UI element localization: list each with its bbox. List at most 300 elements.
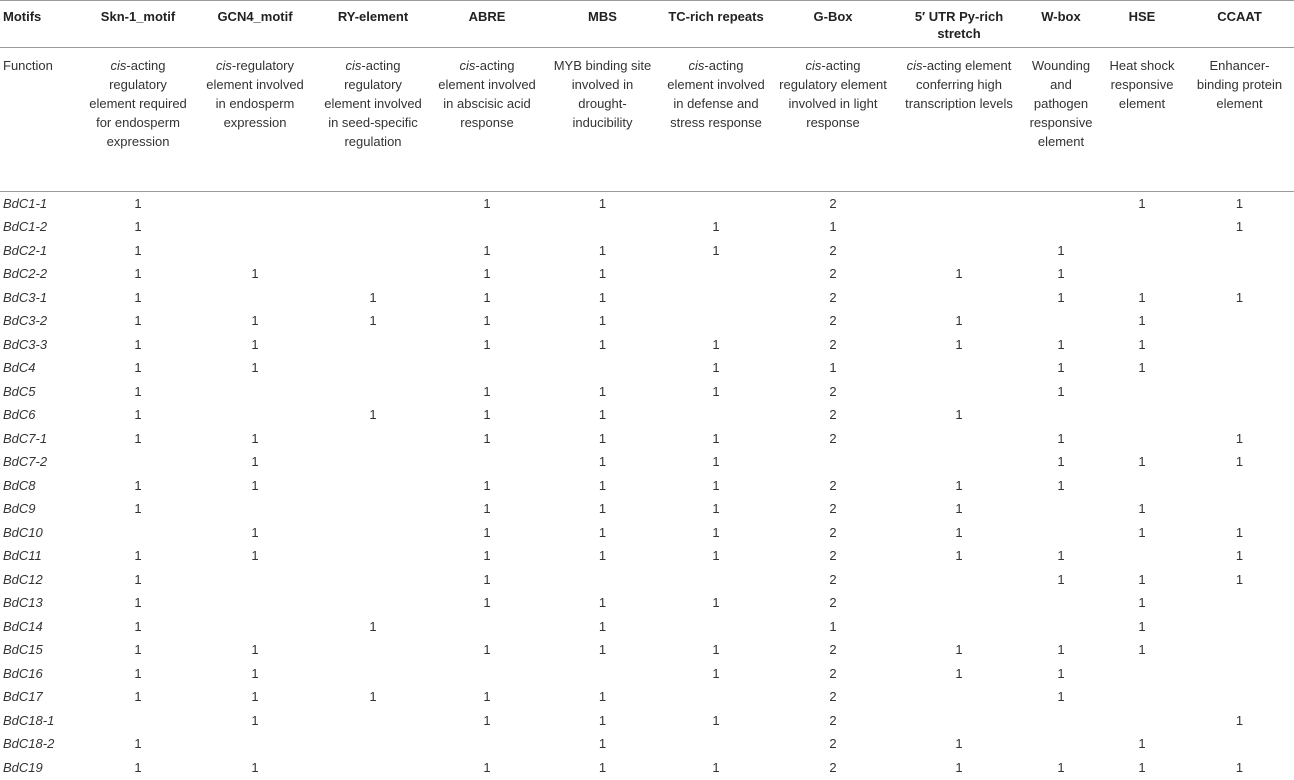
- motif-count-cell: 1: [598, 383, 607, 399]
- motif-count-cell: [1023, 309, 1099, 333]
- motif-count-cell: 1: [134, 665, 142, 681]
- motif-count-cell: 1: [598, 266, 607, 282]
- motif-count-cell: 1: [483, 524, 491, 540]
- motif-count-cell: [194, 239, 316, 263]
- motif-count-cell: 1: [1138, 759, 1146, 775]
- motif-count-cell: 1: [251, 712, 259, 728]
- motif-count-cell: 1: [483, 336, 491, 352]
- motif-count-cell: [1185, 239, 1294, 263]
- motif-count-cell: [895, 591, 1023, 615]
- motif-count-cell: 1: [1235, 759, 1244, 775]
- motif-count-cell: [544, 356, 661, 380]
- gene-name: BdC3-3: [3, 336, 48, 352]
- motif-count-cell: 2: [829, 571, 837, 587]
- motif-count-cell: [316, 591, 430, 615]
- motif-count-cell: 1: [251, 313, 259, 329]
- function-prefix: cis: [459, 58, 476, 73]
- motif-count-cell: [316, 239, 430, 263]
- table-row: [0, 192, 1294, 216]
- motif-count-cell: [1185, 309, 1294, 333]
- motif-count-cell: 2: [829, 289, 837, 305]
- motif-count-cell: 1: [712, 242, 720, 258]
- motif-count-cell: 1: [134, 289, 142, 305]
- motif-count-cell: 1: [1138, 501, 1146, 517]
- motif-count-cell: 2: [829, 313, 837, 329]
- motif-count-cell: 1: [1138, 289, 1146, 305]
- table-row: [0, 685, 1294, 709]
- function-text: -acting element involved in defense and stress response: [667, 58, 765, 130]
- motif-count-cell: [316, 497, 430, 521]
- gene-name: BdC3-1: [3, 289, 48, 305]
- motif-count-cell: 2: [829, 336, 837, 352]
- gene-name: BdC10: [3, 524, 43, 540]
- motif-count-cell: 1: [483, 595, 491, 611]
- motif-count-cell: [1099, 215, 1185, 239]
- motif-count-cell: [1185, 662, 1294, 686]
- motif-count-cell: 1: [598, 196, 607, 211]
- motif-count-cell: [194, 497, 316, 521]
- gene-name: BdC13: [3, 595, 43, 611]
- motif-count-cell: [194, 732, 316, 756]
- motif-count-cell: [1185, 403, 1294, 427]
- motif-count-cell: [1185, 685, 1294, 709]
- motif-count-cell: 1: [955, 642, 963, 658]
- motif-count-cell: 1: [1235, 571, 1244, 587]
- function-cell: [544, 48, 661, 192]
- function-text: -acting element conferring high transcription levels: [905, 58, 1013, 111]
- gene-name: BdC4: [3, 360, 36, 376]
- motif-count-cell: [895, 215, 1023, 239]
- gene-name: BdC18-2: [3, 736, 55, 752]
- motif-count-cell: 1: [1235, 524, 1244, 540]
- motif-count-cell: [895, 615, 1023, 639]
- motif-count-cell: 1: [598, 524, 607, 540]
- motif-count-cell: 1: [483, 266, 491, 282]
- motif-count-cell: 1: [598, 313, 607, 329]
- motif-count-cell: 1: [1235, 196, 1244, 211]
- motif-count-cell: 1: [712, 501, 720, 517]
- function-text: Heat shock responsive element: [1109, 58, 1175, 111]
- motif-count-cell: 1: [369, 618, 377, 634]
- motif-count-cell: [661, 685, 771, 709]
- motif-count-cell: [661, 262, 771, 286]
- motif-count-cell: [430, 615, 544, 639]
- motif-count-cell: 1: [251, 665, 259, 681]
- motif-count-cell: [1023, 732, 1099, 756]
- gene-name: BdC3-2: [3, 313, 48, 329]
- function-text: MYB binding site involved in drought-inducibility: [553, 58, 652, 130]
- motif-count-cell: 1: [955, 665, 963, 681]
- motif-count-cell: 1: [251, 454, 259, 470]
- motif-count-cell: 1: [1138, 313, 1146, 329]
- motif-count-cell: 1: [134, 689, 142, 705]
- motif-count-cell: [1023, 709, 1099, 733]
- motif-count-cell: [194, 380, 316, 404]
- motif-count-cell: 1: [134, 736, 142, 752]
- motif-count-cell: 1: [598, 618, 607, 634]
- motif-count-cell: [895, 192, 1023, 216]
- motif-count-cell: 1: [483, 313, 491, 329]
- motif-count-cell: [1099, 262, 1185, 286]
- function-cell: [1099, 48, 1185, 192]
- header-motif: TC-rich repeats: [661, 1, 771, 48]
- table-row: [0, 497, 1294, 521]
- motif-count-cell: 1: [483, 196, 491, 211]
- function-text: -acting element involved in abscisic acid response: [438, 58, 536, 130]
- motif-count-cell: 1: [598, 712, 607, 728]
- motif-count-cell: 2: [829, 196, 837, 211]
- header-motif: W-box: [1023, 1, 1099, 48]
- motif-count-cell: [1023, 615, 1099, 639]
- motif-count-cell: [1023, 497, 1099, 521]
- motif-count-cell: 1: [1235, 712, 1244, 728]
- motif-count-cell: 1: [1057, 642, 1065, 658]
- motif-count-cell: 1: [1057, 289, 1065, 305]
- gene-name: BdC19: [3, 759, 43, 775]
- table-row: [0, 309, 1294, 333]
- motif-count-cell: 1: [134, 360, 142, 376]
- table-row: [0, 709, 1294, 733]
- motif-count-cell: 1: [134, 266, 142, 282]
- motif-count-cell: 1: [1057, 336, 1065, 352]
- function-cell: [316, 48, 430, 192]
- motif-count-cell: 1: [134, 477, 142, 493]
- motif-count-cell: 2: [829, 407, 837, 423]
- motif-count-cell: 1: [712, 219, 720, 235]
- motif-count-cell: 1: [712, 524, 720, 540]
- motif-count-cell: [316, 568, 430, 592]
- motif-count-cell: [194, 286, 316, 310]
- motif-count-cell: 1: [598, 689, 607, 705]
- table-row: [0, 450, 1294, 474]
- table-row: [0, 427, 1294, 451]
- motif-count-cell: 1: [483, 759, 491, 775]
- motif-count-cell: 1: [598, 407, 607, 423]
- motif-count-cell: [316, 638, 430, 662]
- motif-count-cell: 2: [829, 736, 837, 752]
- gene-name: BdC17: [3, 689, 43, 705]
- motif-count-cell: [82, 521, 194, 545]
- motif-count-cell: 1: [134, 501, 142, 517]
- gene-name: BdC9: [3, 501, 36, 517]
- motif-count-cell: [430, 732, 544, 756]
- motif-count-cell: [194, 568, 316, 592]
- motif-count-cell: 1: [1057, 665, 1065, 681]
- motif-count-cell: 1: [1057, 266, 1065, 282]
- motif-count-cell: 1: [598, 759, 607, 775]
- motif-count-cell: [194, 615, 316, 639]
- motif-count-cell: 1: [829, 618, 837, 634]
- motif-count-cell: 2: [829, 712, 837, 728]
- motif-count-cell: 1: [483, 689, 491, 705]
- motif-count-cell: [895, 380, 1023, 404]
- motif-count-cell: 1: [598, 336, 607, 352]
- motif-count-cell: 1: [134, 219, 142, 235]
- motif-count-cell: [544, 568, 661, 592]
- header-motif: 5′ UTR Py-rich stretch: [895, 1, 1023, 48]
- table-row: [0, 286, 1294, 310]
- table-row: [0, 239, 1294, 263]
- motif-count-cell: 1: [134, 571, 142, 587]
- table-row: [0, 568, 1294, 592]
- table-row: [0, 756, 1294, 780]
- motif-count-cell: 1: [251, 689, 259, 705]
- motif-count-cell: 1: [134, 196, 142, 211]
- motif-count-cell: 1: [251, 524, 259, 540]
- motif-count-cell: 1: [1138, 618, 1146, 634]
- function-row: [0, 48, 1294, 192]
- motif-count-cell: 1: [1138, 360, 1146, 376]
- motif-count-cell: [1023, 403, 1099, 427]
- motif-count-cell: 1: [1057, 689, 1065, 705]
- function-label: Function: [0, 48, 82, 192]
- motif-count-cell: [316, 192, 430, 216]
- motif-count-cell: 2: [829, 266, 837, 282]
- motif-count-cell: 1: [712, 642, 720, 658]
- motif-count-cell: [316, 709, 430, 733]
- motif-count-cell: [661, 403, 771, 427]
- header-motif: RY-element: [316, 1, 430, 48]
- motif-count-cell: 1: [955, 266, 963, 282]
- function-cell: [430, 48, 544, 192]
- motif-count-cell: [771, 450, 895, 474]
- motif-count-cell: [430, 450, 544, 474]
- motif-count-cell: 1: [1057, 383, 1065, 399]
- motif-count-cell: 1: [598, 454, 607, 470]
- motif-count-cell: 1: [955, 759, 963, 775]
- gene-name: BdC2-1: [3, 242, 48, 258]
- motif-count-cell: 1: [712, 336, 720, 352]
- motif-count-cell: 1: [134, 313, 142, 329]
- motif-count-cell: 1: [483, 242, 491, 258]
- motif-count-cell: [895, 286, 1023, 310]
- motif-count-cell: 1: [829, 219, 837, 235]
- motif-count-cell: [1099, 662, 1185, 686]
- motif-count-cell: 1: [369, 689, 377, 705]
- motif-count-cell: 1: [134, 383, 142, 399]
- motif-count-cell: [1099, 403, 1185, 427]
- header-row: [0, 1, 1294, 48]
- motif-count-cell: 1: [134, 642, 142, 658]
- motif-count-cell: 1: [598, 501, 607, 517]
- function-prefix: cis: [345, 58, 362, 73]
- motif-count-cell: 1: [251, 266, 259, 282]
- table-row: [0, 333, 1294, 357]
- motif-count-cell: [1099, 474, 1185, 498]
- motif-count-cell: [544, 215, 661, 239]
- motif-count-cell: [1099, 685, 1185, 709]
- function-prefix: cis: [215, 58, 232, 73]
- motif-count-cell: [1185, 333, 1294, 357]
- function-text: -acting regulatory element involved in light response: [779, 58, 887, 130]
- motif-count-cell: 1: [483, 501, 491, 517]
- motif-count-cell: 1: [1057, 759, 1065, 775]
- motif-count-cell: [316, 521, 430, 545]
- motif-count-cell: 1: [1138, 571, 1146, 587]
- motif-count-cell: 1: [1057, 454, 1065, 470]
- motif-count-cell: [82, 450, 194, 474]
- motif-count-cell: [1185, 732, 1294, 756]
- motif-count-cell: [661, 568, 771, 592]
- function-cell: [82, 48, 194, 192]
- motif-count-cell: 1: [712, 477, 720, 493]
- motif-count-cell: [316, 544, 430, 568]
- gene-name: BdC8: [3, 477, 36, 493]
- motif-count-cell: 1: [1138, 642, 1146, 658]
- motif-count-cell: [1023, 215, 1099, 239]
- table-row: [0, 356, 1294, 380]
- motif-count-cell: 1: [712, 383, 720, 399]
- motif-count-cell: 1: [134, 548, 142, 564]
- header-motif: G-Box: [771, 1, 895, 48]
- function-cell: [1185, 48, 1294, 192]
- motif-count-cell: 1: [1138, 595, 1146, 611]
- motif-count-cell: 1: [598, 477, 607, 493]
- table-row: [0, 591, 1294, 615]
- motif-count-cell: [661, 615, 771, 639]
- table-row: [0, 544, 1294, 568]
- gene-name: BdC7-2: [3, 454, 48, 470]
- function-text: Wounding and pathogen responsive element: [1029, 58, 1093, 149]
- function-cell: [194, 48, 316, 192]
- motif-count-cell: [1185, 356, 1294, 380]
- motif-count-cell: [1099, 239, 1185, 263]
- motif-count-cell: [430, 662, 544, 686]
- gene-name: BdC7-1: [3, 430, 48, 446]
- motif-count-cell: 1: [483, 642, 491, 658]
- motif-count-cell: 1: [1235, 219, 1244, 235]
- function-text: -acting regulatory element required for endosperm expression: [89, 58, 187, 149]
- motif-count-cell: [1099, 709, 1185, 733]
- motif-count-cell: 1: [955, 736, 963, 752]
- motif-count-cell: 1: [598, 736, 607, 752]
- motif-count-cell: 1: [955, 407, 963, 423]
- header-motif: Skn-1_motif: [82, 1, 194, 48]
- motif-count-cell: [1185, 380, 1294, 404]
- motif-count-cell: [1099, 544, 1185, 568]
- motif-count-cell: 2: [829, 548, 837, 564]
- motif-count-cell: 1: [134, 759, 142, 775]
- gene-name: BdC1-2: [3, 219, 48, 235]
- function-cell: [771, 48, 895, 192]
- table-row: [0, 521, 1294, 545]
- function-cell: [1023, 48, 1099, 192]
- motif-count-cell: 1: [712, 712, 720, 728]
- motif-count-cell: 1: [251, 336, 259, 352]
- motif-count-cell: 1: [483, 477, 491, 493]
- motif-count-cell: 1: [712, 360, 720, 376]
- gene-name: BdC15: [3, 642, 43, 658]
- motif-count-cell: [194, 403, 316, 427]
- motif-count-cell: 1: [251, 477, 259, 493]
- motif-count-cell: 1: [955, 501, 963, 517]
- motif-count-cell: [895, 356, 1023, 380]
- function-text: Enhancer-binding protein element: [1196, 58, 1283, 111]
- motif-count-cell: 1: [955, 477, 963, 493]
- motif-count-cell: 2: [829, 383, 837, 399]
- motif-count-cell: 1: [1057, 430, 1065, 446]
- function-cell: [895, 48, 1023, 192]
- motif-count-cell: 1: [955, 548, 963, 564]
- motif-count-cell: 1: [483, 548, 491, 564]
- motif-count-cell: 1: [598, 242, 607, 258]
- function-prefix: cis: [906, 58, 923, 73]
- function-prefix: cis: [805, 58, 822, 73]
- motif-count-cell: [1023, 192, 1099, 216]
- motif-count-cell: 1: [483, 289, 491, 305]
- table-row: [0, 474, 1294, 498]
- motif-count-cell: 1: [483, 407, 491, 423]
- motif-count-cell: 1: [134, 595, 142, 611]
- motif-count-cell: 1: [1138, 454, 1146, 470]
- gene-name: BdC16: [3, 665, 43, 681]
- motif-count-cell: 1: [712, 759, 720, 775]
- motif-count-cell: 1: [134, 242, 142, 258]
- motif-count-cell: 1: [1057, 360, 1065, 376]
- table-row: [0, 662, 1294, 686]
- motif-count-cell: 1: [134, 430, 142, 446]
- header-motif: CCAAT: [1185, 1, 1294, 48]
- header-motif: GCN4_motif: [194, 1, 316, 48]
- gene-name: BdC12: [3, 571, 43, 587]
- motif-count-cell: 2: [829, 689, 837, 705]
- motif-count-cell: [316, 380, 430, 404]
- motif-count-cell: 1: [1138, 336, 1146, 352]
- motif-count-cell: [194, 215, 316, 239]
- header-motif: MBS: [544, 1, 661, 48]
- motif-count-cell: [661, 192, 771, 216]
- motif-count-cell: [316, 756, 430, 780]
- motif-count-cell: [194, 192, 316, 216]
- motif-count-cell: 1: [134, 336, 142, 352]
- motif-count-cell: 1: [1138, 196, 1146, 211]
- motif-count-cell: 1: [483, 571, 491, 587]
- motif-count-cell: 1: [251, 548, 259, 564]
- motif-count-cell: 2: [829, 665, 837, 681]
- motif-count-cell: [895, 685, 1023, 709]
- motif-count-cell: 2: [829, 595, 837, 611]
- motif-count-cell: 1: [712, 595, 720, 611]
- motif-count-cell: [316, 215, 430, 239]
- motif-count-cell: 1: [1235, 430, 1244, 446]
- motif-count-cell: [1185, 474, 1294, 498]
- gene-name: BdC14: [3, 618, 43, 634]
- motif-count-cell: [316, 333, 430, 357]
- motif-count-cell: 1: [251, 642, 259, 658]
- table-row: [0, 638, 1294, 662]
- header-motif: ABRE: [430, 1, 544, 48]
- motif-count-cell: [316, 450, 430, 474]
- motif-count-cell: 2: [829, 524, 837, 540]
- motif-count-cell: [661, 732, 771, 756]
- header-motifs: Motifs: [0, 1, 82, 48]
- motif-count-cell: [661, 309, 771, 333]
- motif-count-cell: 1: [598, 548, 607, 564]
- motif-count-cell: [1185, 615, 1294, 639]
- motif-count-cell: [895, 239, 1023, 263]
- motif-count-cell: 1: [712, 548, 720, 564]
- motif-count-cell: 1: [1235, 289, 1244, 305]
- motif-count-cell: 1: [1057, 548, 1065, 564]
- motif-count-cell: 1: [829, 360, 837, 376]
- table-row: [0, 732, 1294, 756]
- function-cell: [661, 48, 771, 192]
- motif-count-cell: 1: [369, 289, 377, 305]
- motif-count-cell: [544, 662, 661, 686]
- motif-count-cell: 1: [955, 313, 963, 329]
- motif-count-cell: [895, 450, 1023, 474]
- gene-name: BdC2-2: [3, 266, 48, 282]
